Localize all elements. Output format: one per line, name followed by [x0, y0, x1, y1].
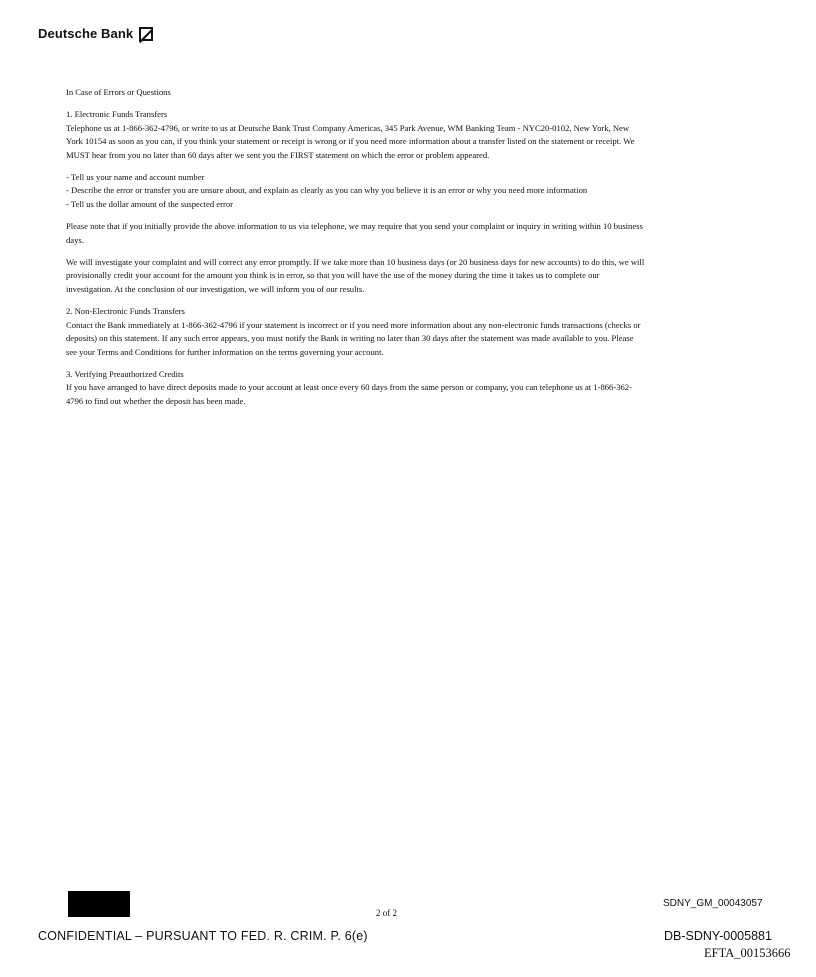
list-item: - Tell us your name and account number — [66, 172, 205, 183]
bates-number-efta: EFTA_00153666 — [704, 946, 791, 960]
section3-heading: 3. Verifying Preauthorized Credits — [66, 368, 184, 379]
telephone-paragraph: Please note that if you initially provide the above information to us via telephone, we may require that you send your complaint or inquiry in writing within 10 business days. — [66, 221, 643, 245]
list-item: - Tell us the dollar amount of the suspected error — [66, 198, 234, 209]
page-number: 2 of 2 — [376, 908, 397, 918]
confidentiality-notice: CONFIDENTIAL – PURSUANT TO FED. R. CRIM. P. 6(e) — [38, 929, 368, 943]
section2-heading: 2. Non-Electronic Funds Transfers — [66, 306, 185, 317]
bates-number-sdny-gm: SDNY_GM_00043057 — [663, 898, 763, 909]
bank-name: Deutsche Bank — [38, 26, 134, 41]
section2-body: Contact the Bank immediately at 1-866-362-4796 if your statement is incorrect or if you need more information about any non-electronic funds transactions (checks or deposits) on this statement. If any such error appears, you must notify the Bank in writing no later than 30 days after the statement was made available to you. Please see your Terms and Conditions for further information on the terms governing your account. — [66, 319, 641, 357]
deutsche-bank-logo-icon — [139, 27, 153, 41]
section1-heading: 1. Electronic Funds Transfers — [66, 109, 168, 120]
document-title: In Case of Errors or Questions — [66, 87, 171, 97]
disclosure-body — [66, 86, 646, 417]
document-header — [38, 26, 153, 41]
list-item: - Describe the error or transfer you are unsure about, and explain as clearly as you can why you believe it is an error or why you need more information — [66, 185, 588, 196]
redaction-box — [68, 891, 130, 917]
investigation-paragraph: We will investigate your complaint and will correct any error promptly. If we take more than 10 business days (or 20 business days for new accounts) to do this, we will provisionally credit your account for the amount you think is in error, so that you will have the use of the money during the time it takes us to complete our investigation. At the conclusion of our investigation, we will inform you of our results. — [66, 257, 645, 294]
section3-body: If you have arranged to have direct deposits made to your account at least once every 60 days from the same person or company, you can telephone us at 1-866-362-4796 to find out whether the deposit has been made. — [66, 382, 632, 406]
bates-number-db-sdny: DB-SDNY-0005881 — [664, 929, 772, 943]
section1-body: Telephone us at 1-866-362-4796, or write to us at Deutsche Bank Trust Company Americas, 345 Park Avenue, WM Banking Team - NYC20-0102, New York, New York 10154 as soon as you can, if you think your statement or receipt is wrong or if you need more information about a transfer listed on the statement or receipt. We MUST hear from you no later than 60 days after we sent you the FIRST statement on which the error or problem appeared. — [66, 122, 635, 160]
